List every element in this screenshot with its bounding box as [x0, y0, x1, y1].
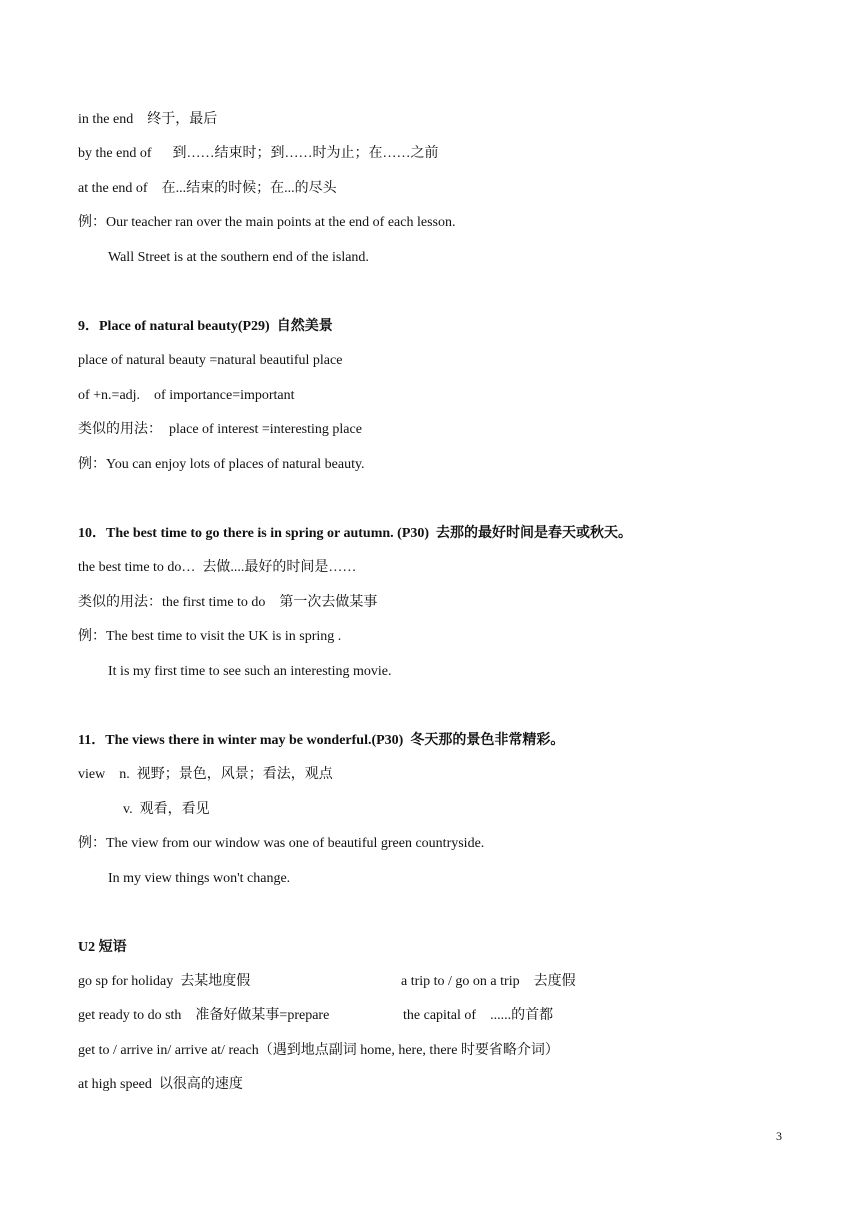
phrase-item: get to / arrive in/ arrive at/ reach（遇到地点副词 home, here, there 时要省略介词） [78, 1043, 559, 1058]
example-line: 例：The view from our window was one of beautiful green countryside. [78, 836, 485, 851]
section-heading-9: 9．Place of natural beauty(P29) 自然美景 [78, 319, 333, 334]
text-line: the best time to do… 去做....最好的时间是…… [78, 560, 357, 575]
text-line: in the end 终于，最后 [78, 112, 218, 127]
section-heading-10: 10．The best time to go there is in spring or autumn. (P30) 去那的最好时间是春天或秋天。 [78, 526, 633, 541]
page-number: 3 [776, 1129, 782, 1143]
text-line: at the end of 在...结束的时候；在...的尽头 [78, 181, 337, 196]
section-heading-11: 11．The views there in winter may be wonderful.(P30) 冬天那的景色非常精彩。 [78, 733, 565, 748]
phrase-item: get ready to do sth 准备好做某事=prepare [78, 1008, 330, 1023]
phrase-item: go sp for holiday 去某地度假 [78, 974, 251, 989]
example-line: 例：The best time to visit the UK is in spring . [78, 629, 342, 644]
example-line: 例：You can enjoy lots of places of natural beauty. [78, 457, 365, 472]
example-line: It is my first time to see such an interesting movie. [108, 664, 392, 679]
text-line: 类似的用法：the first time to do 第一次去做某事 [78, 595, 378, 610]
text-line: of +n.=adj. of importance=important [78, 388, 295, 403]
phrase-item: a trip to / go on a trip 去度假 [401, 974, 576, 989]
phrase-item: the capital of ......的首都 [403, 1008, 554, 1023]
phrase-item: at high speed 以很高的速度 [78, 1077, 243, 1092]
example-line: Wall Street is at the southern end of the island. [108, 250, 369, 265]
text-line: view n. 视野；景色，风景；看法，观点 [78, 767, 333, 782]
example-line: 例：Our teacher ran over the main points at the end of each lesson. [78, 215, 456, 230]
text-line: v. 观看，看见 [123, 802, 210, 817]
text-line: 类似的用法： place of interest =interesting place [78, 422, 362, 437]
text-line: by the end of 到……结束时；到……时为止；在……之前 [78, 146, 439, 161]
section-heading-u2: U2 短语 [78, 940, 127, 955]
example-line: In my view things won't change. [108, 871, 291, 886]
text-line: place of natural beauty =natural beautiful place [78, 353, 343, 368]
